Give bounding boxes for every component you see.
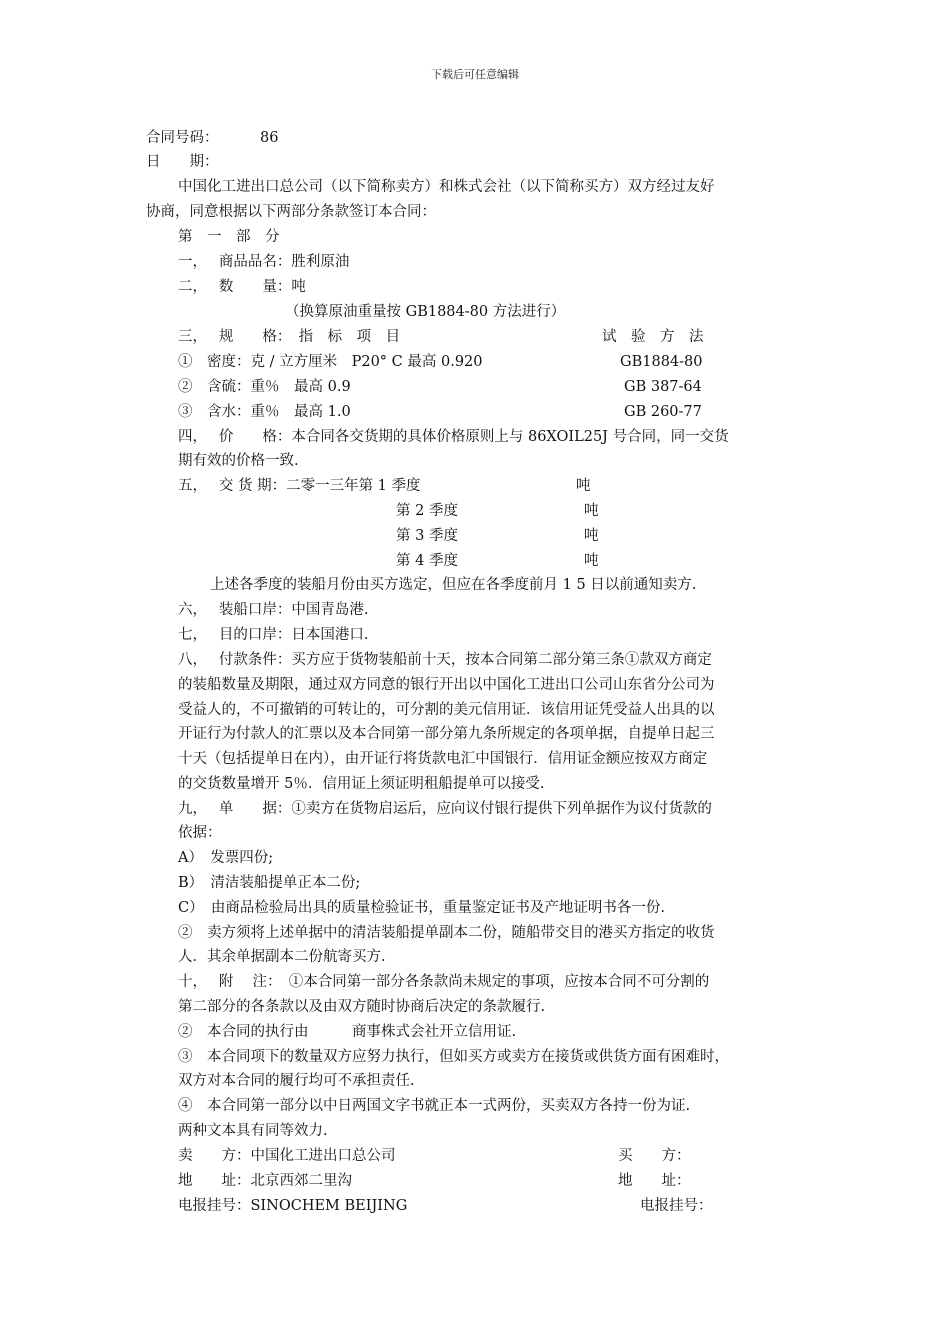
document-b: B） 清洁装船提单正本二份; bbox=[178, 875, 361, 891]
spec-density-method: GB1884-80 bbox=[620, 354, 703, 370]
clause-10-notes-line-2: 第二部分的各条款以及由双方随时协商后决定的条款履行. bbox=[178, 999, 546, 1015]
clause-8-payment-line-3: 受益人的，不可撤销的可转让的，可分割的美元信用证．该信用证凭受益人出具的以 bbox=[178, 702, 715, 718]
seller-name: 卖 方：中国化工进出口总公司 bbox=[178, 1148, 396, 1164]
q1-unit: 吨 bbox=[576, 478, 591, 494]
clause-8-payment-line-5: 十天（包括提单日在内），由开证行将货款电汇中国银行．信用证金额应按双方商定 bbox=[178, 751, 708, 767]
delivery-note: 上述各季度的装船月份由买方选定，但应在各季度前月 1 5 日以前通知卖方. bbox=[210, 577, 697, 593]
clause-3-spec-header: 三， 规 格： 指 标 项 目 bbox=[178, 329, 401, 345]
contract-no-value: 86 bbox=[260, 130, 279, 146]
part-one-title: 第 一 部 分 bbox=[178, 229, 280, 245]
document-c: C） 由商品检验局出具的质量检验证书，重量鉴定证书及产地证明书各一份. bbox=[178, 900, 665, 916]
spec-water: ③ 含水：重％ 最高 1.0 bbox=[178, 404, 351, 420]
clause-8-payment-line-1: 八， 付款条件：买方应于货物装船前十天，按本合同第二部分第三条①款双方商定 bbox=[178, 652, 712, 668]
delivery-q4: 第 4 季度 bbox=[396, 553, 458, 569]
note-4-line-1: ④ 本合同第一部分以中日两国文字书就正本一式两份，买卖双方各持一份为证. bbox=[178, 1098, 691, 1114]
clause-7-destination-port: 七， 目的口岸：日本国港口. bbox=[178, 627, 369, 643]
clause-8-payment-line-2: 的装船数量及期限，通过双方同意的银行开出以中国化工进出口公司山东省分公司为 bbox=[178, 677, 715, 693]
intro-line-1: 中国化工进出口总公司（以下简称卖方）和株式会社（以下简称买方）双方经过友好 bbox=[178, 179, 715, 195]
delivery-q3: 第 3 季度 bbox=[396, 528, 458, 544]
clause-6-loading-port: 六， 装船口岸：中国青岛港. bbox=[178, 602, 369, 618]
seller-address: 地 址：北京西郊二里沟 bbox=[178, 1173, 352, 1189]
date-label: 日 期： bbox=[146, 154, 219, 170]
spec-sulfur-method: GB 387-64 bbox=[624, 379, 702, 395]
clause-10-notes-line-1: 十， 附 注： ①本合同第一部分各条款尚未规定的事项，应按本合同不可分割的 bbox=[178, 974, 710, 990]
document-2-line-1: ② 卖方须将上述单据中的清洁装船提单副本二份，随船带交目的港买方指定的收货 bbox=[178, 925, 715, 941]
clause-3-test-method-header: 试 验 方 法 bbox=[602, 329, 704, 345]
spec-water-method: GB 260-77 bbox=[624, 404, 702, 420]
clause-1-product-name: 一， 商品品名：胜利原油 bbox=[178, 254, 350, 270]
buyer-name: 买 方： bbox=[618, 1148, 691, 1164]
clause-8-payment-line-6: 的交货数量增开 5％．信用证上须证明租船提单可以接受. bbox=[178, 776, 545, 792]
document-2-line-2: 人．其余单据副本二份航寄买方. bbox=[178, 949, 386, 965]
clause-9-documents-line-2: 依据： bbox=[178, 825, 222, 841]
clause-4-price-line-2: 期有效的价格一致. bbox=[178, 453, 299, 469]
note-4-line-2: 两种文本具有同等效力. bbox=[178, 1123, 328, 1139]
clause-5-delivery-q1: 五， 交 货 期：二零一三年第 1 季度 bbox=[178, 478, 421, 494]
spec-sulfur: ② 含硫：重％ 最高 0.9 bbox=[178, 379, 351, 395]
buyer-cable: 电报挂号： bbox=[640, 1198, 713, 1214]
buyer-address: 地 址： bbox=[618, 1173, 691, 1189]
q4-unit: 吨 bbox=[584, 553, 599, 569]
note-3-line-2: 双方对本合同的履行均可不承担责任. bbox=[178, 1073, 415, 1089]
clause-2-quantity: 二， 数 量：吨 bbox=[178, 279, 306, 295]
q3-unit: 吨 bbox=[584, 528, 599, 544]
page-header: 下载后可任意编辑 bbox=[431, 68, 519, 81]
note-3-line-1: ③ 本合同项下的数量双方应努力执行，但如买方或卖方在接货或供货方面有困难时， bbox=[178, 1049, 729, 1065]
delivery-q2: 第 2 季度 bbox=[396, 503, 458, 519]
contract-no-label: 合同号码： bbox=[146, 130, 219, 146]
clause-9-documents-line-1: 九， 单 据：①卖方在货物启运后，应向议付银行提供下列单据作为议付货款的 bbox=[178, 801, 712, 817]
clause-2-note: （换算原油重量按 GB1884-80 方法进行） bbox=[285, 304, 566, 320]
document-a: A） 发票四份; bbox=[178, 850, 274, 866]
q2-unit: 吨 bbox=[584, 503, 599, 519]
clause-8-payment-line-4: 开证行为付款人的汇票以及本合同第一部分第九条所规定的各项单据，自提单日起三 bbox=[178, 726, 715, 742]
clause-4-price-line-1: 四， 价 格：本合同各交货期的具体价格原则上与 86XOIL25J 号合同，同一交货 bbox=[178, 429, 729, 445]
intro-line-2: 协商，同意根据以下两部分条款签订本合同： bbox=[146, 204, 436, 220]
spec-density: ① 密度：克 / 立方厘米 P20° C 最高 0.920 bbox=[178, 354, 483, 370]
seller-cable: 电报挂号：SINOCHEM BEIJING bbox=[178, 1198, 408, 1214]
note-2: ② 本合同的执行由 商事株式会社开立信用证. bbox=[178, 1024, 517, 1040]
